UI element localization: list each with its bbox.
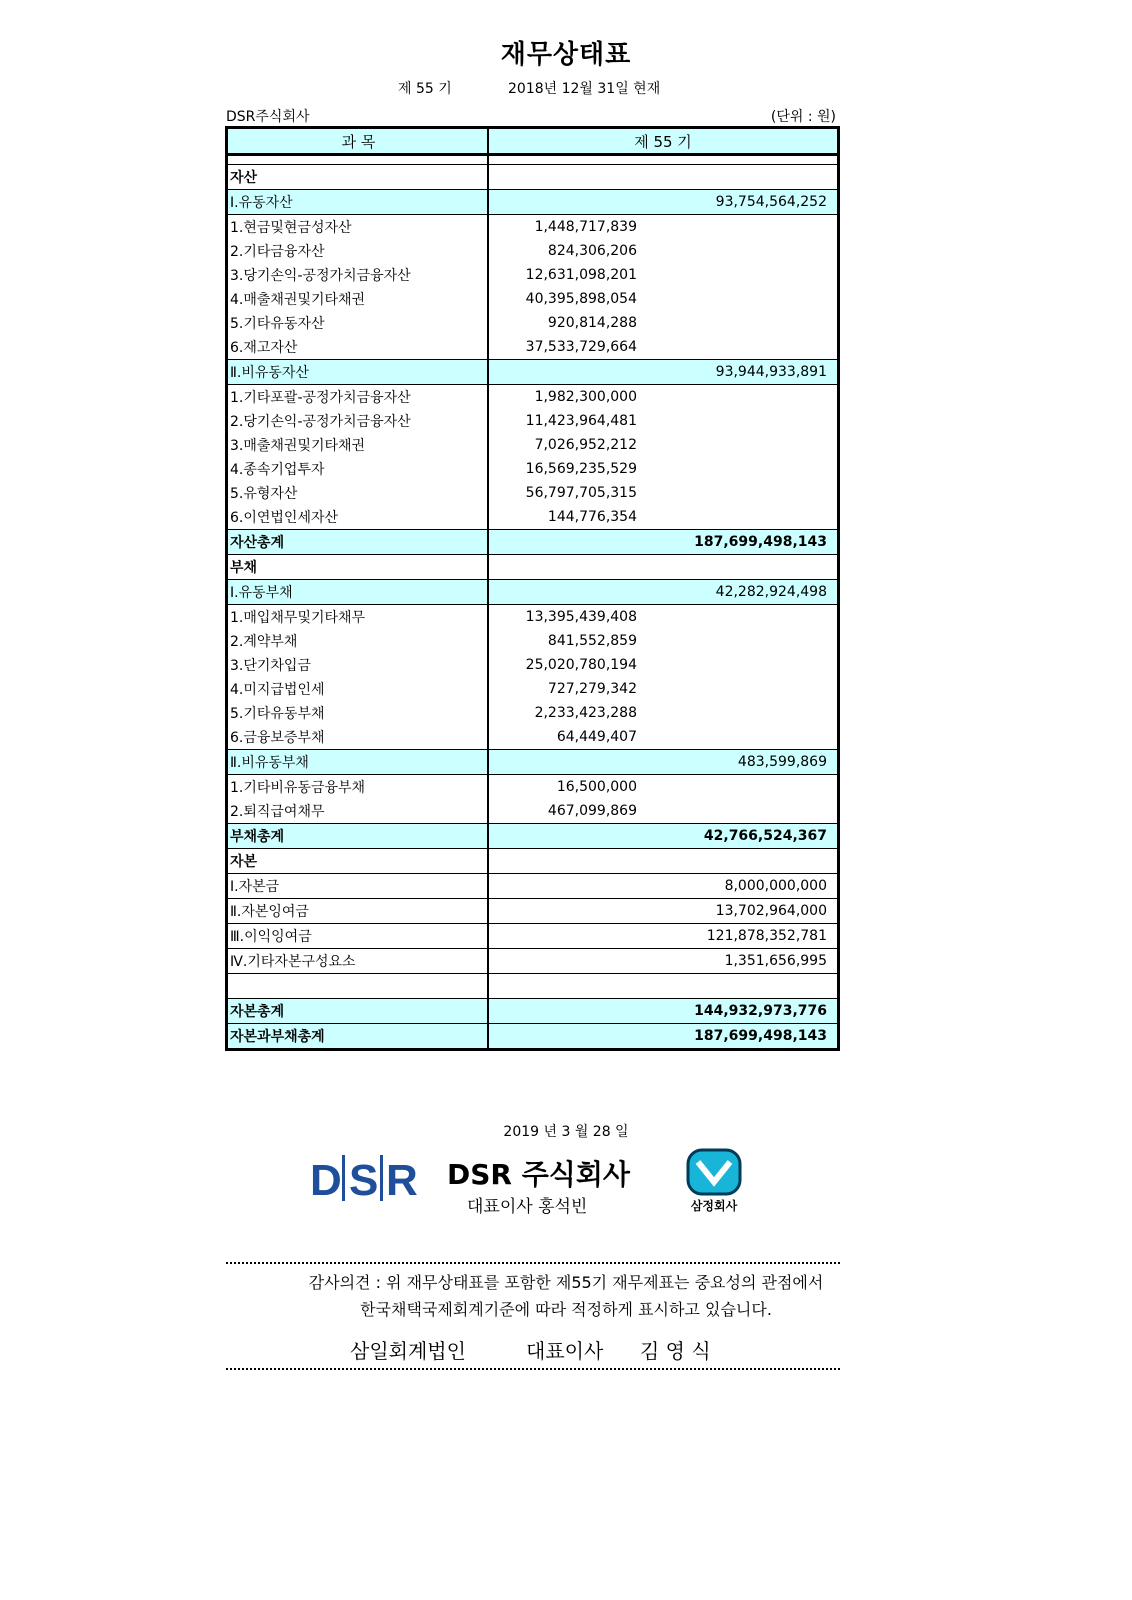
table-row: 3.매출채권및기타채권 7,026,952,212 bbox=[227, 433, 839, 457]
date-label: 2018년 12월 31일 현재 bbox=[508, 81, 661, 97]
subtotal-row bbox=[227, 580, 839, 605]
table-row: 4.매출채권및기타채권 40,395,898,054 bbox=[227, 287, 839, 311]
table-row: Ⅰ.자본금 8,000,000,000 bbox=[227, 874, 839, 899]
equity-heading: 자본 bbox=[227, 849, 489, 874]
noncurrent-assets-label: Ⅱ.비유동자산 bbox=[227, 360, 489, 385]
table-row: 2.기타금융자산 824,306,206 bbox=[227, 239, 839, 263]
subtotal-row bbox=[227, 750, 839, 775]
total-row bbox=[227, 999, 839, 1024]
table-row: 4.미지급법인세 727,279,342 bbox=[227, 677, 839, 701]
assets-total-label: 자산총계 bbox=[227, 530, 489, 555]
table-row: 5.유형자산 56,797,705,315 bbox=[227, 481, 839, 505]
table-row: 1.현금및현금성자산 1,448,717,839 bbox=[227, 215, 839, 240]
header-period: 제 55 기 bbox=[488, 128, 839, 155]
table-row: Ⅳ.기타자본구성요소 1,351,656,995 bbox=[227, 949, 839, 974]
table-row: 1.매입채무및기타채무 13,395,439,408 bbox=[227, 605, 839, 630]
sign-date: 2019 년 3 월 28 일 bbox=[503, 1124, 629, 1140]
table-row: 5.기타유동부채 2,233,423,288 bbox=[227, 701, 839, 725]
spacer bbox=[227, 155, 489, 165]
svg-text:D: D bbox=[310, 1156, 342, 1201]
table-row: 2.계약부채 841,552,859 bbox=[227, 629, 839, 653]
unit-label: (단위 : 원) bbox=[770, 109, 836, 125]
equity-total-label: 자본총계 bbox=[227, 999, 489, 1024]
dsr-logo-icon bbox=[310, 1155, 420, 1201]
current-liabilities-label: Ⅰ.유동부채 bbox=[227, 580, 489, 605]
grand-total: 187,699,498,143 bbox=[694, 1028, 827, 1044]
assets-heading: 자산 bbox=[227, 165, 489, 190]
section-row bbox=[227, 165, 839, 190]
grand-total-label: 자본과부채총계 bbox=[227, 1024, 489, 1050]
current-assets-total: 93,754,564,252 bbox=[715, 194, 827, 210]
total-row bbox=[227, 530, 839, 555]
noncurrent-assets-total: 93,944,933,891 bbox=[715, 364, 827, 380]
table-row: 4.종속기업투자 16,569,235,529 bbox=[227, 457, 839, 481]
corp-name: DSR 주식회사 bbox=[447, 1158, 630, 1191]
table-row: 1.기타비유동금융부채 16,500,000 bbox=[227, 775, 839, 800]
table-row: Ⅲ.이익잉여금 121,878,352,781 bbox=[227, 924, 839, 949]
empty-row bbox=[227, 974, 839, 999]
table-row: 6.재고자산 37,533,729,664 bbox=[227, 335, 839, 360]
table-row: 5.기타유동자산 920,814,288 bbox=[227, 311, 839, 335]
auditor-title: 대표이사 bbox=[526, 1339, 604, 1363]
current-liabilities-total: 42,282,924,498 bbox=[715, 584, 827, 600]
assets-total: 187,699,498,143 bbox=[694, 534, 827, 550]
audit-opinion-line2: 한국채택국제회계기준에 따라 적정하게 표시하고 있습니다. bbox=[360, 1300, 772, 1319]
noncurrent-liabilities-total: 483,599,869 bbox=[737, 754, 827, 770]
table-row: 2.당기손익-공정가치금융자산 11,423,964,481 bbox=[227, 409, 839, 433]
audit-opinion-line1: 감사의견 : 위 재무상태표를 포함한 제55기 재무제표는 중요성의 관점에서 bbox=[308, 1273, 824, 1292]
table-row: 2.퇴직급여채무 467,099,869 bbox=[227, 799, 839, 824]
total-row bbox=[227, 824, 839, 849]
table-row: 3.당기손익-공정가치금융자산 12,631,098,201 bbox=[227, 263, 839, 287]
table-row: Ⅱ.자본잉여금 13,702,964,000 bbox=[227, 899, 839, 924]
liabilities-total-label: 부채총계 bbox=[227, 824, 489, 849]
section-row bbox=[227, 555, 839, 580]
ceo-name: 대표이사 홍석빈 bbox=[467, 1197, 588, 1217]
balance-sheet-table bbox=[225, 126, 840, 1051]
current-assets-label: Ⅰ.유동자산 bbox=[227, 190, 489, 215]
table-row: 6.금융보증부채 64,449,407 bbox=[227, 725, 839, 750]
auditor-name: 김 영 식 bbox=[640, 1339, 711, 1363]
section-row bbox=[227, 849, 839, 874]
divider-top bbox=[226, 1262, 840, 1264]
subtotal-row bbox=[227, 360, 839, 385]
noncurrent-liabilities-label: Ⅱ.비유동부채 bbox=[227, 750, 489, 775]
table-row: 6.이연법인세자산 144,776,354 bbox=[227, 505, 839, 530]
period-label: 제 55 기 bbox=[398, 81, 452, 97]
table-header bbox=[227, 128, 839, 155]
header-account: 과 목 bbox=[227, 128, 489, 155]
liabilities-total: 42,766,524,367 bbox=[703, 828, 827, 844]
auditor-firm: 삼일회계법인 bbox=[350, 1339, 466, 1363]
grand-total-row bbox=[227, 1024, 839, 1050]
table-row: 1.기타포괄-공정가치금융자산 1,982,300,000 bbox=[227, 385, 839, 410]
liabilities-heading: 부채 bbox=[227, 555, 489, 580]
equity-total: 144,932,973,776 bbox=[694, 1003, 827, 1019]
divider-bottom bbox=[226, 1368, 840, 1370]
svg-text:삼정회사: 삼정회사 bbox=[690, 1199, 738, 1212]
svg-text:S: S bbox=[349, 1156, 379, 1201]
seal-icon bbox=[683, 1148, 745, 1212]
table-row: 3.단기차입금 25,020,780,194 bbox=[227, 653, 839, 677]
page-title: 재무상태표 bbox=[500, 40, 632, 70]
company-name: DSR주식회사 bbox=[226, 109, 310, 125]
svg-text:R: R bbox=[386, 1156, 418, 1201]
subtotal-row bbox=[227, 190, 839, 215]
